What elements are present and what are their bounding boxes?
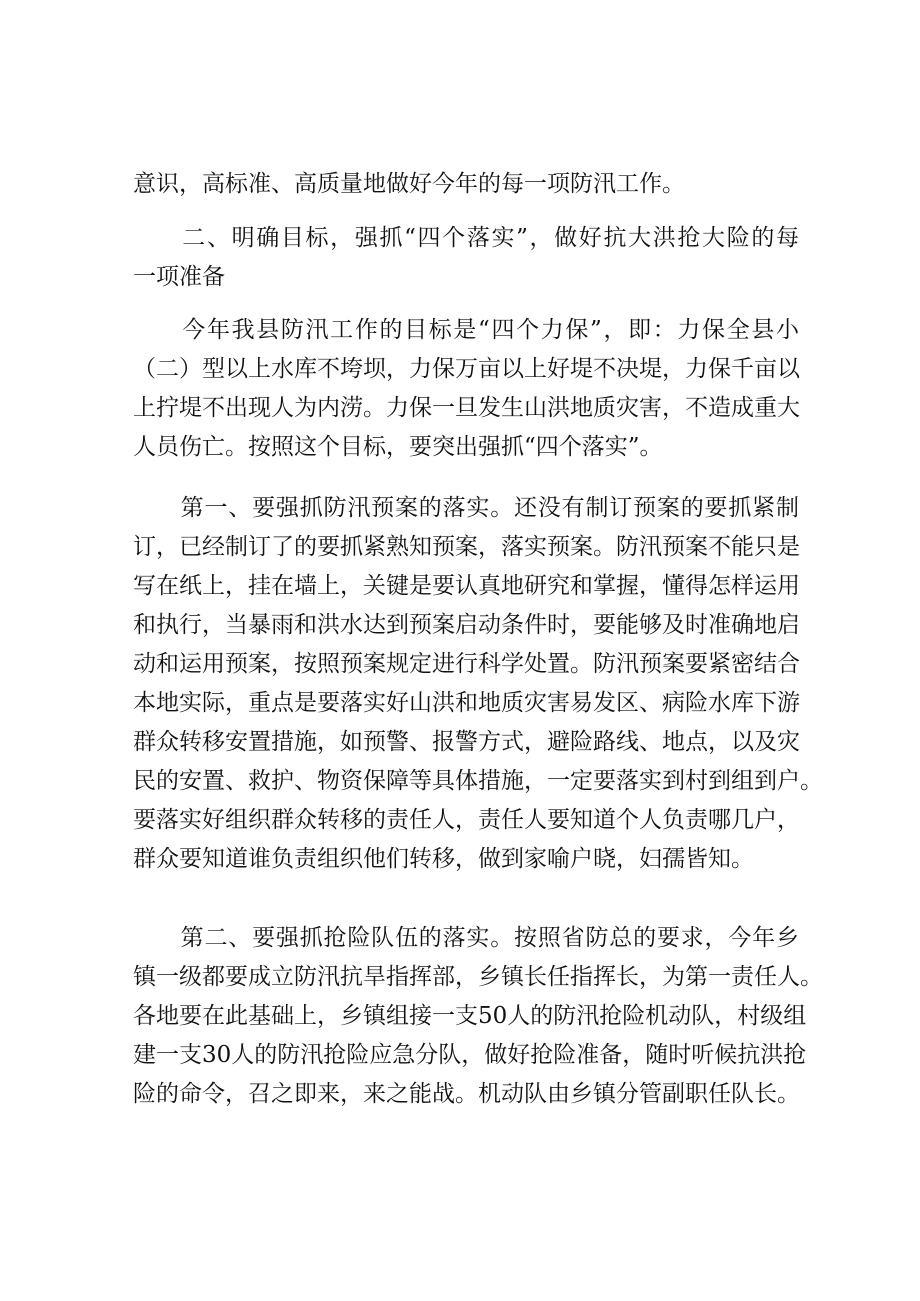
- text-line: 各地要在此基础上，乡镇组接一支50人的防汛抢险机动队，村级组: [133, 1003, 807, 1029]
- section-heading-2: [133, 219, 799, 297]
- paragraph-team: [133, 919, 823, 1114]
- text-line: 建一支30人的防汛抢险应急分队，做好抢险准备，随时听候抗洪抢: [133, 1042, 807, 1068]
- text-line: 第二、要强抓抢险队伍的落实。按照省防总的要求，今年乡: [133, 925, 799, 951]
- text-line: 写在纸上，挂在墙上，关键是要认真地研究和掌握，懂得怎样运用: [133, 573, 800, 599]
- text-line: 群众要知道谁负责组织他们转移，做到家喻户晓，妇孺皆知。: [133, 846, 754, 872]
- paragraph-1: [133, 165, 799, 204]
- text-line: 人员伤亡。按照这个目标，要突出强抓“四个落实”。: [133, 434, 663, 460]
- paragraph-goals: [133, 311, 799, 467]
- text-line: 群众转移安置措施，如预警、报警方式，避险路线、地点，以及灾: [133, 729, 800, 755]
- text-line: 镇一级都要成立防汛抗旱指挥部，乡镇长任指挥长，为第一责任人。: [133, 964, 823, 990]
- text-line: 上拧堤不出现人为内涝。力保一旦发生山洪地质灾害，不造成重大: [133, 395, 800, 421]
- text-line: 意识，高标准、高质量地做好今年的每一项防汛工作。: [133, 171, 685, 197]
- text-line: 动和运用预案，按照预案规定进行科学处置。防汛预案要紧密结合: [133, 651, 800, 677]
- text-line: 和执行，当暴雨和洪水达到预案启动条件时，要能够及时准确地启: [133, 612, 800, 638]
- text-line: 要落实好组织群众转移的责任人，责任人要知道个人负责哪几户，: [133, 807, 800, 833]
- text-line: 本地实际，重点是要落实好山洪和地质灾害易发区、病险水库下游: [133, 690, 800, 716]
- text-line: （二）型以上水库不垮坝，力保万亩以上好堤不决堤，力保千亩以: [133, 356, 800, 382]
- text-line: 订，已经制订了的要抓紧熟知预案，落实预案。防汛预案不能只是: [133, 534, 800, 560]
- paragraph-plan: [133, 489, 823, 879]
- text-line: 民的安置、救护、物资保障等具体措施，一定要落实到村到组到户。: [133, 768, 823, 794]
- text-line: 今年我县防汛工作的目标是“四个力保”，即：力保全县小: [133, 317, 799, 343]
- text-line: 险的命令，召之即来，来之能战。机动队由乡镇分管副职任队长。: [133, 1081, 800, 1107]
- text-line: 一项准备: [133, 264, 225, 290]
- text-line: 第一、要强抓防汛预案的落实。还没有制订预案的要抓紧制: [133, 495, 799, 521]
- text-line: 二、明确目标，强抓“四个落实”，做好抗大洪抢大险的每: [133, 225, 799, 251]
